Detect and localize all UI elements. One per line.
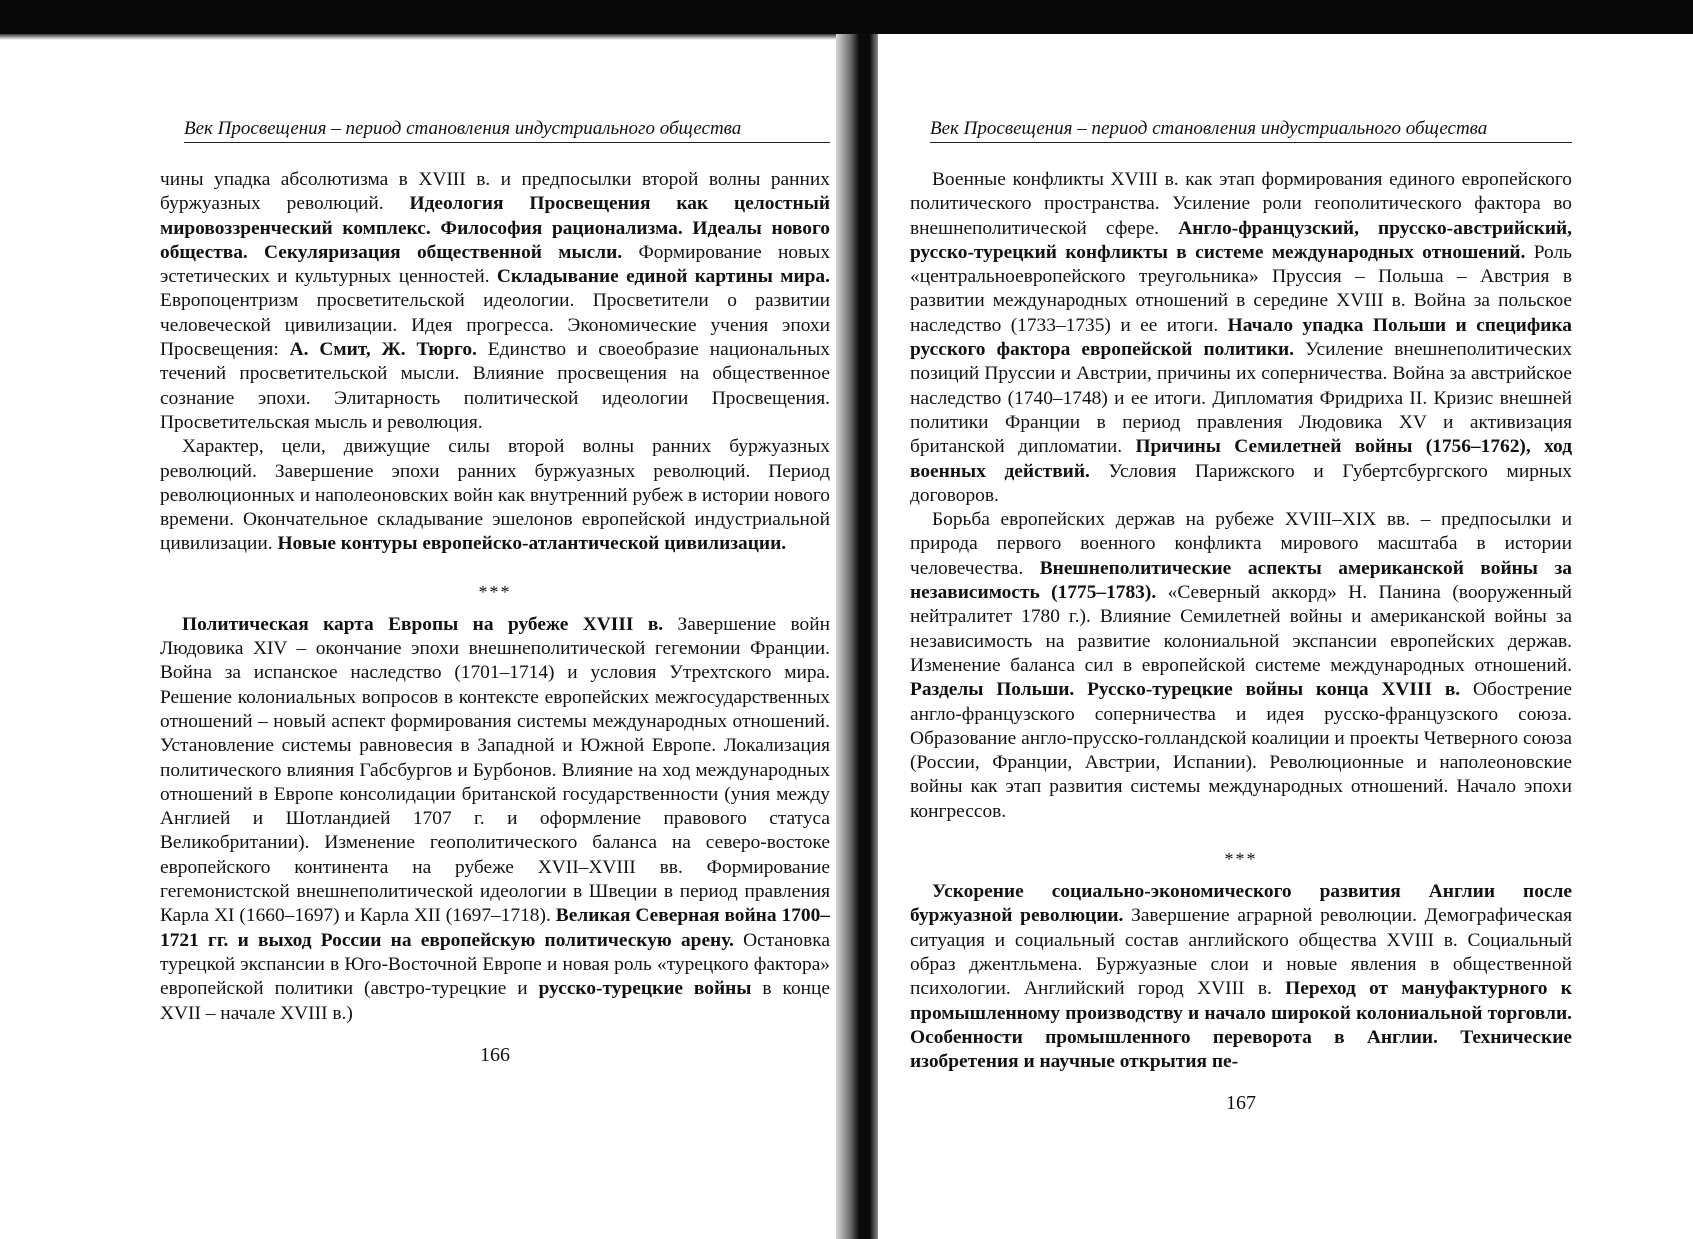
body-text-run: Обострение англо-французского соперничества и идея русско-французского союза. Образование англо-прусско-голландской коалиции и проекты Четверного союза (России, Франции, Австрии, Испании). Революционные и наполеоновские войны как этап развития системы международных отношений. Начало эпохи конгрессов. — [910, 679, 1573, 822]
bold-topic-text: Великая Северная война 1700–1721 гг. и выход России на европейскую политическую арену. — [160, 905, 830, 951]
body-text-run: Усиление внешнеполитических позиций Пруссии и Австрии, причины их соперничества. Война за австрийское наследство (1740–1748) и ее итоги. Дипломатия Фридриха II. Кризис внешней политики Франции в период правления Людовика XV и активизация британской дипломатии. — [910, 339, 1572, 458]
bold-topic-text: Идеология Просвещения как целостный мировоззренческий комплекс. Философия рационализма. Идеалы нового общества. Секуляризация общественной мысли. — [160, 193, 831, 263]
bold-topic-text: Начало упадка Польши и специфика русского фактора европейской политики. — [910, 314, 1572, 361]
running-head-right: Век Просвещения – период становления индустриального общества — [930, 118, 1572, 143]
bold-topic-text: А. Смит, Ж. Тюрго. — [289, 339, 477, 361]
right-paragraph-2 — [910, 508, 1572, 824]
body-text-run: Борьба европейских держав на рубеже XVIII–XIX вв. – предпосылки и природа первого военного конфликта мирового масштаба в истории человечества. — [910, 509, 1572, 579]
bold-topic-text: Причины Семилетней войны (1756–1762), ход военных действий. — [910, 436, 1572, 482]
body-text-run: Условия Парижского и Губертсбургского мирных договоров. — [910, 460, 1572, 506]
right-page-text — [910, 168, 1572, 1074]
body-text-run: Завершение аграрной революции. Демографическая ситуация и социальный состав английского общества XVIII в. Социальный образ джентльмена. Буржуазные слои и новые явления в общественной психологии. Английский город XVIII в. — [910, 905, 1573, 1000]
bold-topic-text: Англо-французский, прусско-австрийский, русско-турецкий конфликты в системе международных отношений. — [910, 217, 1573, 263]
bold-topic-text: Внешнеполитические аспекты американской войны за независимость (1775–1783). — [910, 557, 1572, 604]
body-text-run: в конце XVII – начале XVIII в.) — [160, 978, 830, 1024]
bold-topic-text: русско-турецкие войны — [538, 978, 752, 1000]
right-paragraph-1 — [910, 168, 1572, 508]
left-page — [160, 0, 830, 1239]
body-text-run: чины упадка абсолютизма в XVIII в. и предпосылки второй волны ранних буржуазных революций. — [160, 169, 830, 215]
section-separator: *** — [1224, 849, 1258, 870]
body-text-run: Формирование новых эстетических и культурных ценностей. — [160, 241, 831, 288]
page-number-right: 167 — [1226, 1092, 1256, 1114]
body-text-run: Завершение войн Людовика XIV – окончание эпохи внешнеполитической гегемонии Франции. Война за испанское наследство (1701–1714) и условия Утрехтского мира. Решение колониальных вопросов в контексте европейских межгосударственных отношений – новый аспект формирования системы международных отношений. Установление системы равновесия в Западной и Южной Европе. Локализация политического влияния Габсбургов и Бурбонов. Влияние на ход международных отношений в Европе консолидации британской государственности (уния между Англией и Шотландией 1707 г. и оформление правового статуса Великобритании). Изменение геополитического баланса на северо-востоке европейского континента на рубеже XVII–XVIII вв. Формирование гегемонистской внешнеполитической идеологии в Швеции в период правления Карла XI (1660–1697) и Карла XII (1697–1718). — [160, 613, 830, 927]
page-number-left: 166 — [480, 1044, 510, 1066]
bold-topic-text: Новые контуры европейско-атлантической цивилизации. — [277, 533, 787, 555]
right-page — [910, 0, 1572, 1239]
left-paragraph-2 — [160, 435, 830, 556]
book-spine-shadow — [836, 34, 878, 1239]
section-separator: *** — [478, 581, 512, 602]
left-page-text — [160, 168, 830, 1026]
body-text-run: Характер, цели, движущие силы второй волны ранних буржуазных революций. Завершение эпохи ранних буржуазных революций. Период революционных и наполеоновских войн как внутренний рубеж в истории нового времени. Окончательное складывание эшелонов европейской индустриальной цивилизации. — [160, 436, 830, 555]
bold-topic-text: Политическая карта Европы на рубеже XVIII в. — [182, 613, 664, 635]
left-paragraph-1 — [160, 168, 830, 435]
bold-topic-text: Разделы Польши. Русско-турецкие войны конца XVIII в. — [910, 679, 1461, 701]
left-paragraph-3 — [160, 613, 830, 1026]
body-text-run: «Северный аккорд» Н. Панина (вооруженный нейтралитет 1780 г.). Влияние Семилетней войны и американской войны за независимость на развитие колониальной экспансии европейских держав. Изменение баланса сил в европейской системе международных отношений. — [910, 582, 1572, 676]
right-paragraph-3 — [910, 880, 1572, 1074]
bold-topic-text: Складывание единой картины мира. — [496, 266, 830, 288]
body-text-run: Европоцентризм просветительской идеологии. Просветители о развитии человеческой цивилизации. Идея прогресса. Экономические учения эпохи Просвещения: — [160, 290, 830, 361]
bold-topic-text: Ускорение социально-экономического развития Англии после буржуазной революции. — [910, 881, 1572, 927]
running-head-left: Век Просвещения – период становления индустриального общества — [184, 118, 830, 143]
body-text-run: Роль «центральноевропейского треугольника» Пруссия – Польша – Австрия в развитии международных отношений в середине XVIII в. Война за польское наследство (1733–1735) и ее итоги. — [910, 241, 1573, 336]
body-text-run: Военные конфликты XVIII в. как этап формирования единого европейского политического пространства. Усиление роли геополитического фактора во внешнеполитической сфере. — [910, 169, 1572, 239]
body-text-run: Единство и своеобразие национальных течений просветительской мысли. Влияние просвещения на общественное сознание эпохи. Элитарность политической идеологии Просвещения. Просветительская мысль и революция. — [160, 339, 830, 433]
body-text-run: Остановка турецкой экспансии в Юго-Восточной Европе и новая роль «турецкого фактора» европейской политики (австро-турецкие и — [160, 929, 830, 1000]
bold-topic-text: Переход от мануфактурного к промышленному производству и начало широкой колониальной торговли. Особенности промышленного переворота в Англии. Технические изобретения и научные открытия пе- — [910, 978, 1572, 1073]
